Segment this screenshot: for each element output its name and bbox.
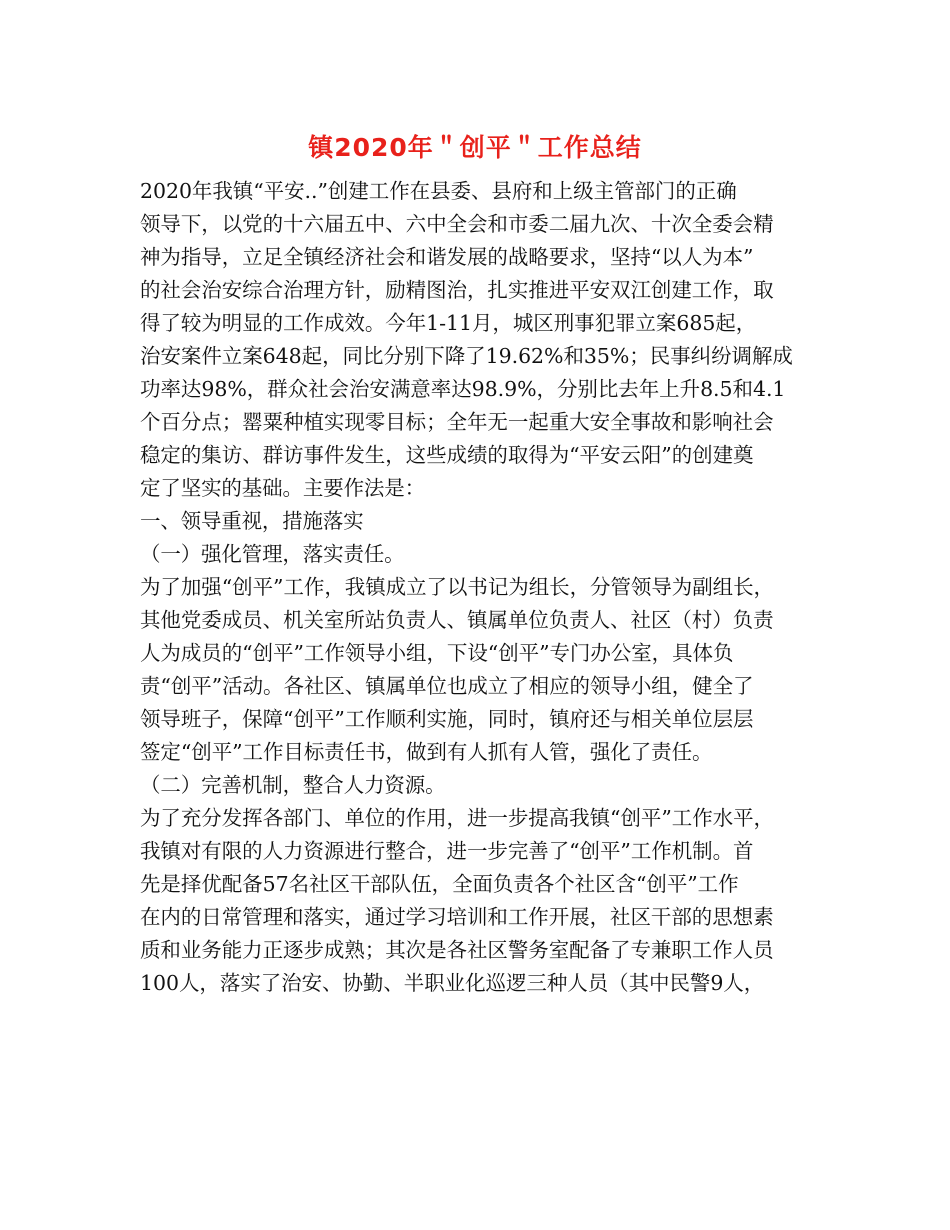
text-line: 功率达98%，群众社会治安满意率达98.9%，分别比去年上升8.5和4.1 xyxy=(140,377,786,401)
text-line: 领导班子，保障“创平”工作顺利实施，同时，镇府还与相关单位层层 xyxy=(140,707,754,731)
text-line: 质和业务能力正逐步成熟；其次是各社区警务室配备了专兼职工作人员 xyxy=(140,938,774,962)
text-line: （一）强化管理，落实责任。 xyxy=(140,542,405,566)
text-line: 神为指导，立足全镇经济社会和谐发展的战略要求，坚持“以人为本” xyxy=(140,245,754,269)
text-line: 领导下，以党的十六届五中、六中全会和市委二届九次、十次全委会精 xyxy=(140,212,774,236)
text-line: 为了加强“创平”工作，我镇成立了以书记为组长，分管领导为副组长， xyxy=(140,575,774,599)
text-line: 得了较为明显的工作成效。今年1-11月，城区刑事犯罪立案685起， xyxy=(140,311,757,335)
text-line: 个百分点；罂粟种植实现零目标；全年无一起重大安全事故和影响社会 xyxy=(140,410,774,434)
text-line: 其他党委成员、机关室所站负责人、镇属单位负责人、社区（村）负责 xyxy=(140,608,774,632)
text-line: 在内的日常管理和落实，通过学习培训和工作开展，社区干部的思想素 xyxy=(140,905,774,929)
text-line: 100人，落实了治安、协勤、半职业化巡逻三种人员（其中民警9人， xyxy=(140,971,765,995)
text-line: 签定“创平”工作目标责任书，做到有人抓有人管，强化了责任。 xyxy=(140,740,713,764)
text-line: 一、领导重视，措施落实 xyxy=(140,509,364,533)
text-line: 的社会治安综合治理方针，励精图治，扎实推进平安双江创建工作，取 xyxy=(140,278,774,302)
text-line: 定了坚实的基础。主要作法是： xyxy=(140,476,425,500)
text-line: 稳定的集访、群访事件发生，这些成绩的取得为“平安云阳”的创建奠 xyxy=(140,443,754,467)
text-line: 人为成员的“创平”工作领导小组，下设“创平”专门办公室，具体负 xyxy=(140,641,734,665)
text-line: 我镇对有限的人力资源进行整合，进一步完善了“创平”工作机制。首 xyxy=(140,839,754,863)
text-line: 为了充分发挥各部门、单位的作用，进一步提高我镇“创平”工作水平， xyxy=(140,806,774,830)
text-line: 治安案件立案648起，同比分别下降了19.62%和35%；民事纠纷调解成 xyxy=(140,344,793,368)
text-line: 先是择优配备57名社区干部队伍，全面负责各个社区含“创平”工作 xyxy=(140,872,739,896)
document-body xyxy=(140,175,830,1000)
text-line: 2020年我镇“平安..”创建工作在县委、县府和上级主管部门的正确 xyxy=(140,179,737,203)
text-line: （二）完善机制，整合人力资源。 xyxy=(140,773,446,797)
text-line: 责“创平”活动。各社区、镇属单位也成立了相应的领导小组，健全了 xyxy=(140,674,754,698)
document-title: 镇2020年＂创平＂工作总结 xyxy=(308,133,642,162)
